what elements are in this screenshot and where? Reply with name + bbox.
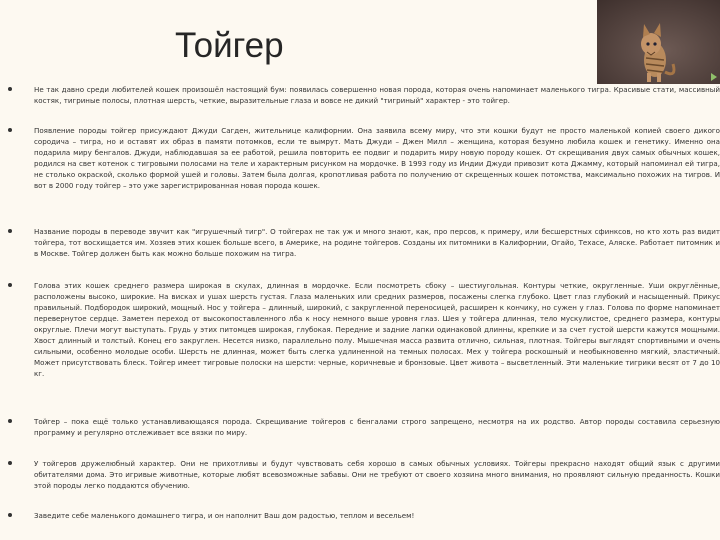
bullet-marker	[8, 461, 12, 465]
bullet-marker	[8, 229, 12, 233]
bullet-marker	[8, 87, 12, 91]
bullet-text: Заведите себе маленького домашнего тигра, и он наполнит Ваш дом радостью, теплом и весельем!	[34, 511, 415, 520]
kitten-photo-icon	[597, 0, 720, 84]
bullet-marker	[8, 128, 12, 132]
bullet-text: У тойгеров дружелюбный характер. Они не прихотливы и будут чувствовать себя хорошо в самых обычных условиях. Тойгеры прекрасно находят общий язык с другими обитателями дома. Это игривые животные, которые любят всевозможные забавы. Они не требуют от своего хозяина много внимания, но проявляют сильную преданность. Кошки этой породы легко поддаются обучению.	[34, 459, 720, 490]
bullet-text: Не так давно среди любителей кошек произошёл настоящий бум: появилась совершенно новая порода, которая очень напоминает маленького тигра. Красивые стати, массивный костяк, тигриные полосы, плотная шерсть, четкие, выразительные глаза и вовсе не дикий "тигриный" характер - это тойгер.	[34, 85, 720, 105]
bullet-text: Название породы в переводе звучит как "игрушечный тигр". О тойгерах не так уж и много знают, как, про персов, к примеру, или бесшерстных сфинксов, но кто хоть раз видит тойгера, тот восхищается им. Хозяев этих кошек больше всего, в Америке, на родине тойгеров. Созданы их питомники в Калифорнии, Огайо, Техасе, Аляске. Работает питомник и в Москве. Тойгер должен быть как можно больше похожим на тигра.	[34, 227, 720, 258]
bullet-marker	[8, 419, 12, 423]
bullet-marker	[8, 513, 12, 517]
bullet-marker	[8, 283, 12, 287]
bullet-text: Появление породы тойгер присуждают Джуди Сагден, жительнице калифорнии. Она заявила всему миру, что эти кошки будут не просто маленькой копией своего дикого сородича – тигра, но и оставят их образ в памяти потомков, если те вымрут. Мать Джуди – Джен Милл – женщина, которая безумно любила кошек и генетику. Именно она подарила миру бенгалов. Джуди, наблюдавшая за ее работой, решила повторить ее подвиг и подарить миру новую породу кошек. От скрещивания двух самых обычных кошек, родился на свет котенок с тигровыми полосами на теле и характерным рисунком на мордочке. В 1993 году из Индии Джуди привозит кота Джамму, который напоминал ей тигра, не столько окраской, сколько формой ушей и головы. Затем была долгая, кропотливая работа по получению от скрещенных кошек потомства, максимально похожих на тигров. И вот в 2000 году тойгер – это уже зарегистрированная новая порода кошек.	[34, 126, 720, 190]
slide-title: Тойгер	[175, 26, 284, 65]
bullet-text: Тойгер – пока ещё только устанавливающаяся порода. Скрещивание тойгеров с бенгалами строго запрещено, несмотря на их родство. Автор породы составила серьезную программу и регулярно отслеживает все вязки по миру.	[34, 417, 720, 437]
bullet-text: Голова этих кошек среднего размера широкая в скулах, длинная в мордочке. Если посмотреть сбоку – шестиугольная. Контуры четкие, округленные. Уши округлённые, расположены высоко, широкие. На висках и ушах шерсть густая. Глаза маленьких или средних размеров, посажены слегка глубоко. Цвет глаз глубокий и насыщенный. Прикус правильный. Подбородок широкий, мощный. Нос у тойгера – длинный, широкий, с закругленной переносицей, расширен к кончику, но сужен у глаз. Голова по форме напоминает перевернутое сердце. Заметен переход от высокопоставленного лба к носу немного выше уровня глаз. Шея у тойгера длинная, тело мускулистое, среднего размера, контуры округлые. Плечи могут выступать. Грудь у этих питомцев широкая, глубокая. Передние и задние лапки одинаковой длинны, крепкие и за счет густой шерсти кажутся мощными. Хвост длинный и толстый. Конец его закруглен. Несется низко, параллельно полу. Мышечная масса развита отлично, сильная, плотная. Тойгеры выглядят спортивными и очень сильными, особенно молодые особи. Шерсть не длинная, может быть слегка удлиненной на темных полосах. Мех у тойгера роскошный и необыкновенно мягкий, эластичный. Может присутствовать блеск. Тойгер имеет тигровые полоски на шерсти: черные, коричневые и бронзовые. Цвет живота – высветленный. Эти маленькие тигрики весят от 7 до 10 кг.	[34, 281, 720, 378]
